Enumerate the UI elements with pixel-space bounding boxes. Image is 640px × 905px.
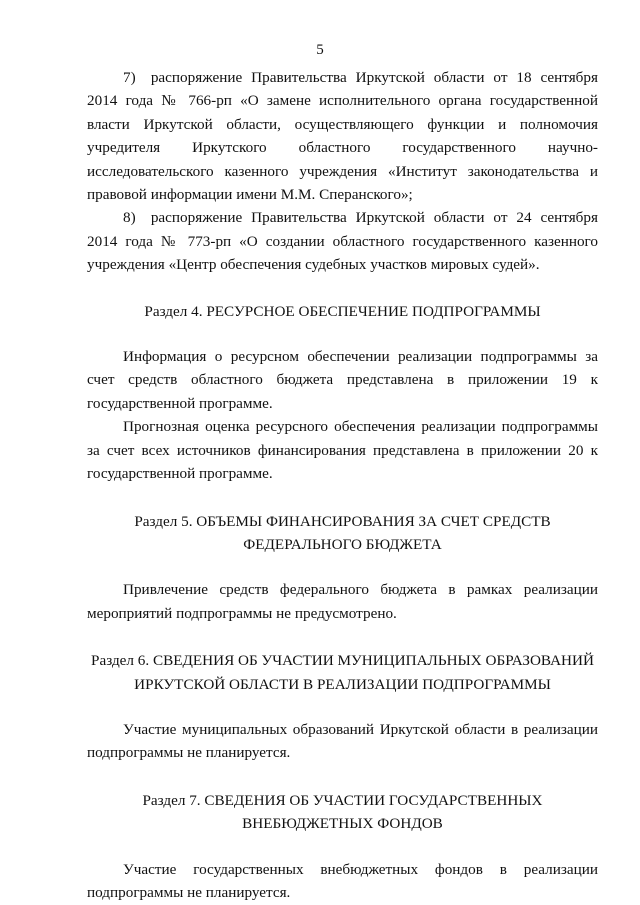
section-5-paragraph-1: Привлечение средств федерального бюджета в рамках реализации мероприятий подпрограммы не предусмотрено. xyxy=(87,581,598,622)
section-4-heading-line-1: Раздел 4. РЕСУРСНОЕ ОБЕСПЕЧЕНИЕ ПОДПРОГРАММЫ xyxy=(144,302,541,320)
section-7-paragraph-1: Участие государственных внебюджетных фондов в реализации подпрограммы не планируется. xyxy=(87,860,598,901)
section-4-heading xyxy=(87,300,598,323)
page-number: 5 xyxy=(316,42,324,58)
list-item-8: 8) распоряжение Правительства Иркутской области от 24 сентября 2014 года № 773-рп «О создании областного государственного казенного учреждения «Центр обеспечения судебных участков мировых судей». xyxy=(87,209,598,274)
list-item-7: 7) распоряжение Правительства Иркутской области от 18 сентября 2014 года № 766-рп «О замене исполнительного органа государственной власти Иркутской области, осуществляющего функции и полномочия учредителя Иркутского областного государственного научно-исследовательского казенного учреждения «Институт законодательства и правовой информации имени М.М. Сперанского»; xyxy=(87,69,598,204)
section-4-paragraph-1: Информация о ресурсном обеспечении реализации подпрограммы за счет средств областного бюджета представлена в приложении 19 к государственной программе. xyxy=(87,348,598,412)
section-6-heading-line-1: Раздел 6. СВЕДЕНИЯ ОБ УЧАСТИИ МУНИЦИПАЛЬНЫХ ОБРАЗОВАНИЙ xyxy=(91,652,594,670)
section-6-heading-line-2: ИРКУТСКОЙ ОБЛАСТИ В РЕАЛИЗАЦИИ ПОДПРОГРАММЫ xyxy=(134,675,551,693)
section-6-paragraph-1: Участие муниципальных образований Иркутской области в реализации подпрограммы не планируется. xyxy=(87,720,598,762)
section-6-heading xyxy=(87,649,598,696)
section-5-heading-line-2: ФЕДЕРАЛЬНОГО БЮДЖЕТА xyxy=(243,535,442,553)
section-5-heading-line-1: Раздел 5. ОБЪЕМЫ ФИНАНСИРОВАНИЯ ЗА СЧЕТ СРЕДСТВ xyxy=(134,512,551,530)
section-7-heading-line-1: Раздел 7. СВЕДЕНИЯ ОБ УЧАСТИИ ГОСУДАРСТВЕННЫХ xyxy=(142,791,543,809)
section-5-heading xyxy=(87,510,598,557)
section-4-paragraph-2: Прогнозная оценка ресурсного обеспечения реализации подпрограммы за счет всех источников финансирования представлена в приложении 20 к государственной программе. xyxy=(87,418,598,483)
section-7-heading xyxy=(87,789,598,836)
section-7-heading-line-2: ВНЕБЮДЖЕТНЫХ ФОНДОВ xyxy=(242,815,443,833)
document-body xyxy=(87,66,598,904)
